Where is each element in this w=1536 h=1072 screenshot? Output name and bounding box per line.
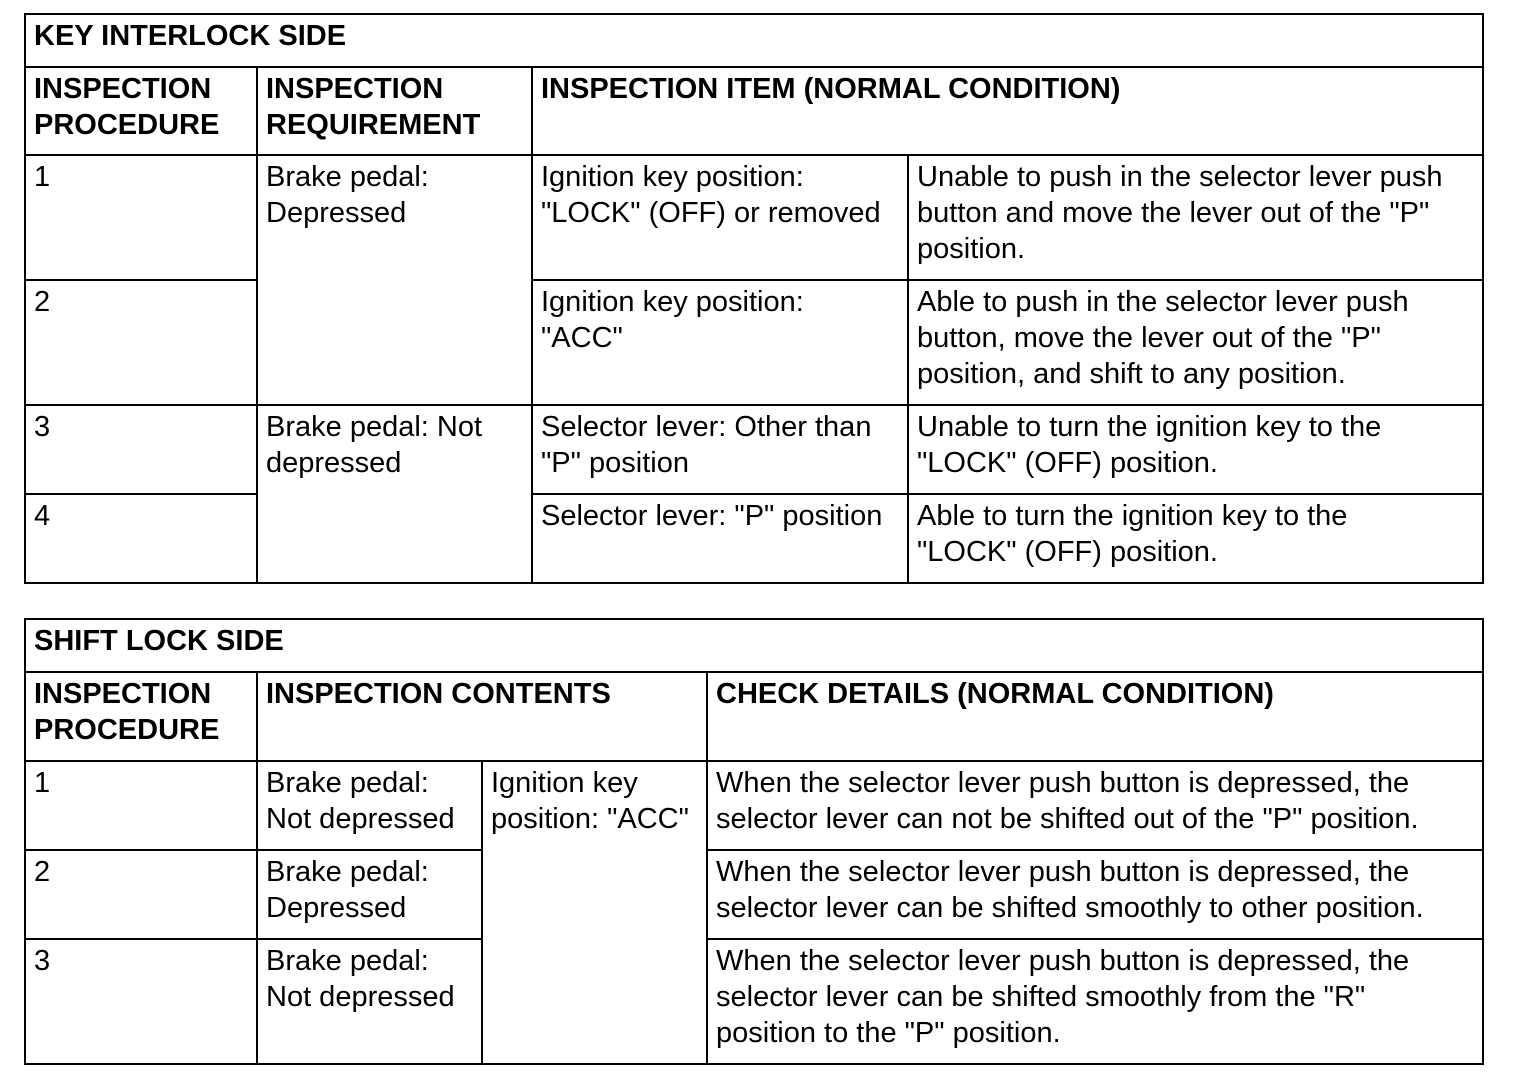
normal-condition: Unable to turn the ignition key to the "LOCK" (OFF) position. bbox=[908, 405, 1483, 494]
inspection-item: Selector lever: "P" position bbox=[532, 494, 908, 583]
table-row bbox=[25, 280, 1483, 405]
normal-condition: Able to turn the ignition key to the "LOCK" (OFF) position. bbox=[908, 494, 1483, 583]
brake-pedal-state: Brake pedal: Not depressed bbox=[257, 939, 482, 1064]
requirement-cell: Brake pedal: Not depressed bbox=[257, 405, 532, 583]
check-details: When the selector lever push button is depressed, the selector lever can be shifted smoothly from the "R" position to the "P" position. bbox=[707, 939, 1483, 1064]
inspection-item: Ignition key position: "ACC" bbox=[532, 280, 908, 405]
header-inspection-requirement: INSPECTION REQUIREMENT bbox=[257, 67, 532, 155]
check-details: When the selector lever push button is depressed, the selector lever can be shifted smoothly to other position. bbox=[707, 850, 1483, 939]
procedure-number: 2 bbox=[25, 280, 257, 405]
shift-lock-table bbox=[24, 618, 1484, 1065]
procedure-number: 4 bbox=[25, 494, 257, 583]
brake-pedal-state: Brake pedal: Depressed bbox=[257, 850, 482, 939]
table-row bbox=[25, 850, 1483, 939]
key-interlock-title: KEY INTERLOCK SIDE bbox=[25, 14, 1483, 67]
header-inspection-item: INSPECTION ITEM (NORMAL CONDITION) bbox=[532, 67, 1483, 155]
table-row bbox=[25, 405, 1483, 494]
key-interlock-table bbox=[24, 13, 1484, 584]
table-row bbox=[25, 939, 1483, 1064]
inspection-item: Ignition key position: "LOCK" (OFF) or removed bbox=[532, 155, 908, 280]
header-inspection-contents: INSPECTION CONTENTS bbox=[257, 672, 707, 761]
header-inspection-procedure: INSPECTION PROCEDURE bbox=[25, 67, 257, 155]
check-details: When the selector lever push button is depressed, the selector lever can not be shifted out of the "P" position. bbox=[707, 761, 1483, 850]
header-check-details: CHECK DETAILS (NORMAL CONDITION) bbox=[707, 672, 1483, 761]
normal-condition: Able to push in the selector lever push button, move the lever out of the "P" position, and shift to any position. bbox=[908, 280, 1483, 405]
brake-pedal-state: Brake pedal: Not depressed bbox=[257, 761, 482, 850]
procedure-number: 3 bbox=[25, 405, 257, 494]
table-row bbox=[25, 494, 1483, 583]
inspection-item: Selector lever: Other than "P" position bbox=[532, 405, 908, 494]
normal-condition: Unable to push in the selector lever push button and move the lever out of the "P" position. bbox=[908, 155, 1483, 280]
ignition-key-position: Ignition key position: "ACC" bbox=[482, 761, 707, 1064]
procedure-number: 1 bbox=[25, 155, 257, 280]
table-row bbox=[25, 155, 1483, 280]
procedure-number: 1 bbox=[25, 761, 257, 850]
shift-lock-title: SHIFT LOCK SIDE bbox=[25, 619, 1483, 672]
procedure-number: 2 bbox=[25, 850, 257, 939]
requirement-cell: Brake pedal: Depressed bbox=[257, 155, 532, 405]
table-row bbox=[25, 761, 1483, 850]
procedure-number: 3 bbox=[25, 939, 257, 1064]
header-inspection-procedure: INSPECTION PROCEDURE bbox=[25, 672, 257, 761]
